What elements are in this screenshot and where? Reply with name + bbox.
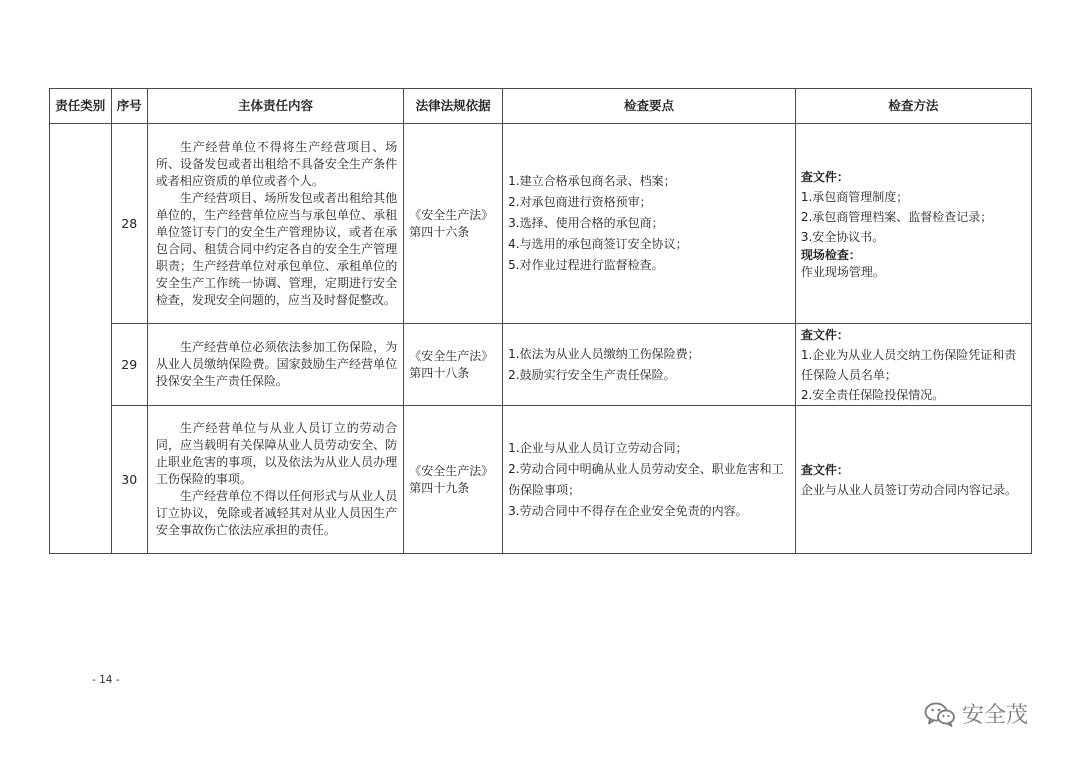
check-method <box>795 324 1031 406</box>
row-number: 30 <box>111 406 147 554</box>
header-points: 检查要点 <box>503 89 796 124</box>
site-inspection-label: 现场检查： <box>800 247 861 262</box>
table-row <box>50 324 1032 406</box>
watermark <box>924 698 1028 729</box>
law-article: 第四十六条 <box>409 224 470 239</box>
category-cell <box>50 124 112 554</box>
check-point-item: 5.对作业过程进行监督检查。 <box>508 258 664 272</box>
wechat-icon <box>924 701 956 727</box>
law-basis <box>404 406 503 554</box>
check-point-item: 2.对承包商进行资格预审； <box>508 195 652 209</box>
check-method-item: 3.安全协议书。 <box>800 229 885 244</box>
law-basis <box>404 124 503 324</box>
check-method-item: 2.安全责任保险投保情况。 <box>800 387 945 402</box>
law-article: 第四十八条 <box>409 365 470 380</box>
check-method <box>795 124 1031 324</box>
responsibility-content <box>147 406 403 554</box>
header-category: 责任类别 <box>50 89 112 124</box>
law-basis <box>404 324 503 406</box>
check-points <box>503 124 796 324</box>
check-method <box>795 406 1031 554</box>
header-method: 检查方法 <box>795 89 1031 124</box>
check-documents-label: 查文件： <box>800 462 849 477</box>
content-paragraph: 生产经营单位与从业人员订立的劳动合同，应当载明有关保障从业人员劳动安全、防止职业危害的事项，以及依法为从业人员办理工伤保险的事项。 <box>155 421 398 486</box>
row-number: 28 <box>111 124 147 324</box>
header-number: 序号 <box>111 89 147 124</box>
check-method-item: 1.企业为从业人员交纳工伤保险凭证和责任保险人员名单； <box>800 347 1017 382</box>
check-point-item: 2.鼓励实行安全生产责任保险。 <box>508 367 676 382</box>
check-method-item: 1.承包商管理制度； <box>800 189 909 204</box>
page-number: - 14 - <box>92 674 120 686</box>
responsibility-content <box>147 324 403 406</box>
watermark-text: 安全茂 <box>962 703 1029 728</box>
check-point-item: 2.劳动合同中明确从业人员劳动安全、职业危害和工伤保险事项； <box>508 461 784 497</box>
header-law: 法律法规依据 <box>404 89 503 124</box>
law-name: 《安全生产法》 <box>409 348 494 363</box>
responsibility-table <box>49 88 1032 554</box>
check-point-item: 4.与选用的承包商签订安全协议； <box>508 237 688 251</box>
check-point-item: 3.选择、使用合格的承包商； <box>508 216 664 230</box>
table-header-row <box>50 89 1032 124</box>
responsibility-content <box>147 124 403 324</box>
table-row <box>50 406 1032 554</box>
content-paragraph: 生产经营项目、场所发包或者出租给其他单位的，生产经营单位应当与承包单位、承租单位签订专门的安全生产管理协议，或者在承包合同、租赁合同中约定各自的安全生产管理职责；生产经营单位对承包单位、承租单位的安全生产工作统一协调、管理，定期进行安全检查，发现安全问题的，应当及时督促整改。 <box>155 190 398 307</box>
regulation-table-sheet <box>49 88 1032 554</box>
check-documents-label: 查文件： <box>800 327 849 342</box>
law-name: 《安全生产法》 <box>409 207 494 222</box>
row-number: 29 <box>111 324 147 406</box>
check-point-item: 1.依法为从业人员缴纳工伤保险费； <box>508 346 700 361</box>
check-point-item: 1.建立合格承包商名录、档案； <box>508 174 676 188</box>
header-content: 主体责任内容 <box>147 89 403 124</box>
check-point-item: 3.劳动合同中不得存在企业安全免责的内容。 <box>508 503 748 518</box>
content-paragraph: 生产经营单位不得将生产经营项目、场所、设备发包或者出租给不具备安全生产条件或者相应资质的单位或者个人。 <box>155 139 398 188</box>
content-paragraph: 生产经营单位不得以任何形式与从业人员订立协议，免除或者减轻其对从业人员因生产安全事故伤亡依法应承担的责任。 <box>155 489 398 537</box>
law-article: 第四十九条 <box>409 480 470 495</box>
check-method-item: 作业现场管理。 <box>800 264 885 279</box>
check-points <box>503 324 796 406</box>
check-point-item: 1.企业与从业人员订立劳动合同； <box>508 440 688 455</box>
check-method-item: 企业与从业人员签订劳动合同内容记录。 <box>800 482 1017 497</box>
table-row <box>50 124 1032 324</box>
content-paragraph: 生产经营单位必须依法参加工伤保险，为从业人员缴纳保险费。国家鼓励生产经营单位投保安全生产责任保险。 <box>155 340 398 388</box>
check-documents-label: 查文件： <box>800 169 849 184</box>
check-points <box>503 406 796 554</box>
check-method-item: 2.承包商管理档案、监督检查记录； <box>800 209 993 224</box>
law-name: 《安全生产法》 <box>409 463 494 478</box>
